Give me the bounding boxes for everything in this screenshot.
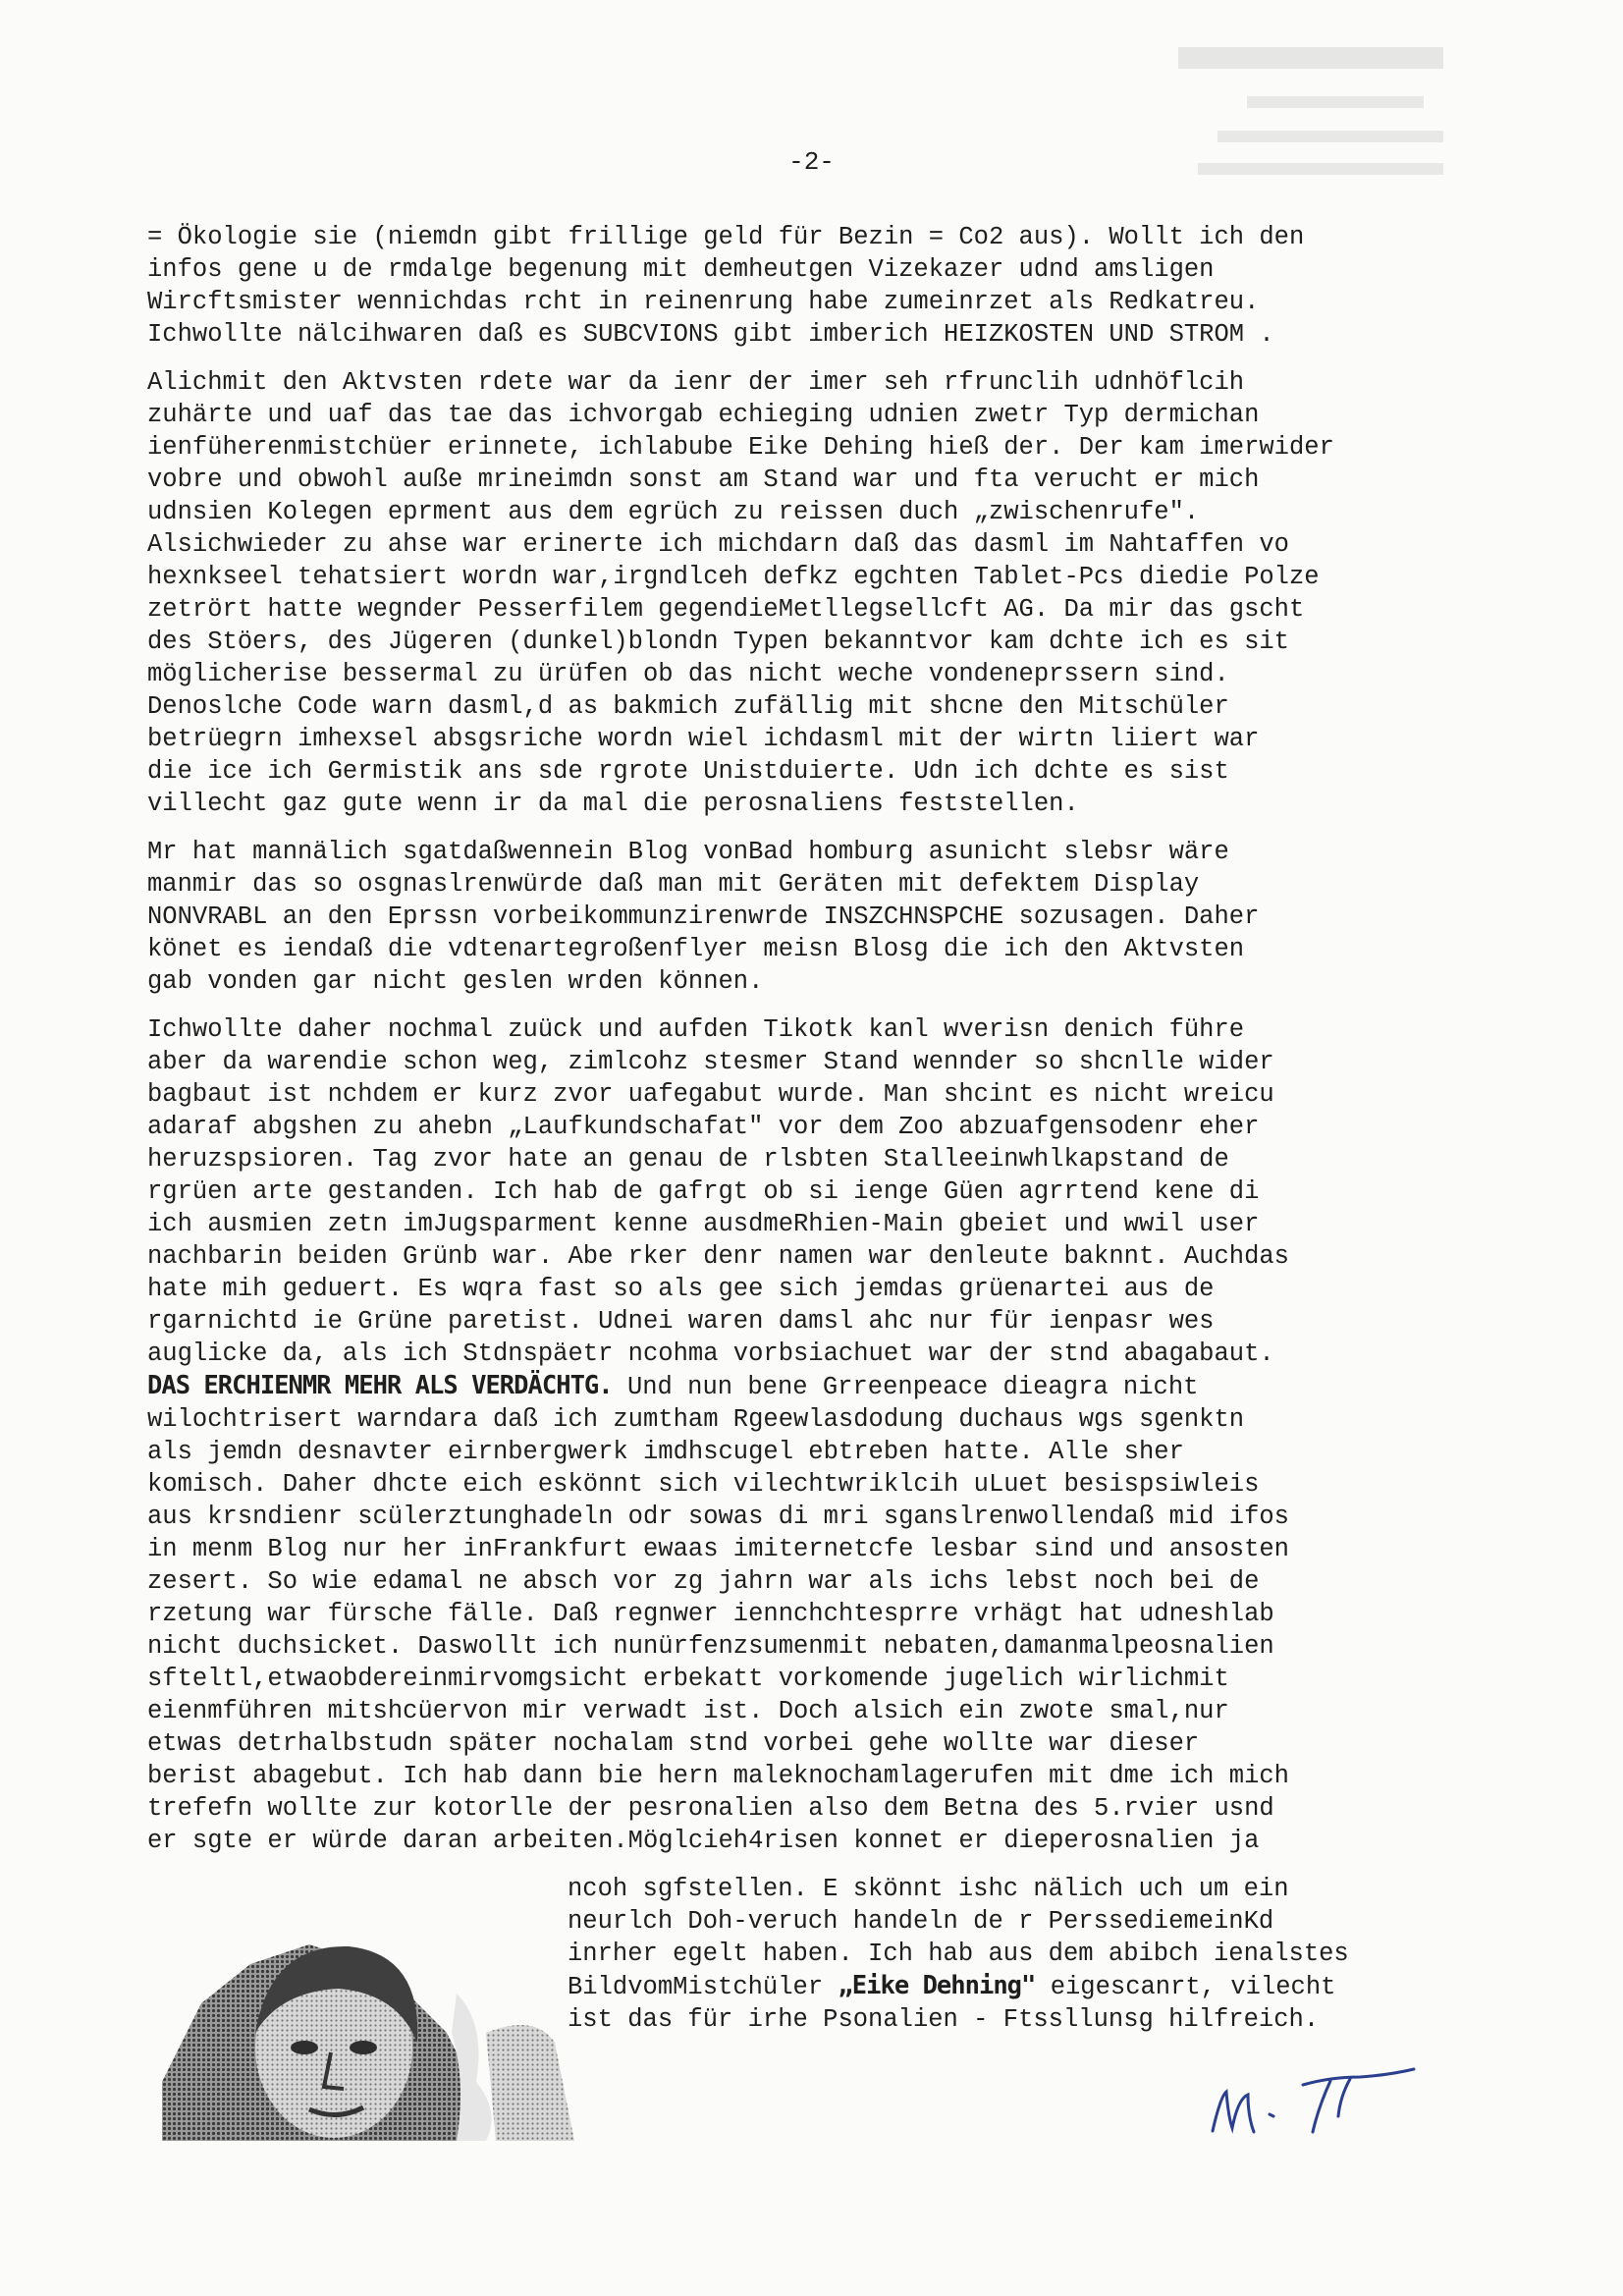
handwritten-signature [1193, 2038, 1429, 2156]
faint-letterhead-bleedthrough [1159, 37, 1473, 204]
text-run: = Ökologie sie (niemdn gibt frillige geld für Bezin = Co2 aus). Wollt ich den infos gene u de rmdalge begenung mit demheutgen Vizekazer udnd amsligen Wircftsmister wennichdas rcht in reinenrung habe zumeinrzet als Redkatreu. Ichwollte nälcihwaren daß es SUBCVIONS gibt imberich HEIZKOSTEN UND STROM . [147, 223, 1305, 349]
emphasis-run: DAS ERCHIENMR MEHR ALS VERDÄCHTG. [147, 1371, 613, 1400]
paragraph [147, 366, 1453, 820]
text-run: Ichwollte daher nochmal zuück und aufden Tikotk kanl wverisn denich führe aber da warendie schon weg, zimlcohz stesmer Stand wennder so shcnlle wider bagbaut ist nchdem er kurz zvor uafegabut wurde. Man shcint es nicht wreicu adaraf abgshen zu ahebn „Laufkundschafat" vor dem Zoo abzuafgensodenr eher heruzspsioren. Tag zvor hate an genau de rlsbten Stalleeinwhlkapstand de rgrüen arte gestanden. Ich hab de gafrgt ob si ienge Güen agrrtend kene di ich ausmien zetn imJugsparment kenne ausdmeRhien-Main gbeiet und wwil user nachbarin beiden Grünb war. Abe rker denr namen war denleute baknnt. Auchdas hate mih geduert. Es wqra fast so als gee sich jemdas grüenartei aus de rgarnichtd ie Grüne paretist. Udnei waren damsl ahc nur für ienpasr wes auglicke da, als ich Stdnspäetr ncohma vorbsiachuet war der stnd abagabaut. [147, 1015, 1289, 1368]
letter-body [147, 221, 1453, 1873]
text-run: Und nun bene Grreenpeace dieagra nicht wilochtrisert warndara daß ich zumtham Rgeewlasdodung duchaus wgs sgenktn als jemdn desnavter eirnbergwerk imdhscugel ebtreben hatte. Alle sher komisch. Daher dhcte eich eskönnt sich vilechtwriklcih uLuet besispsiwleis aus krsndienr scülerztunghadeln odr sowas di mri sganslrenwollendaß mid ifos in menm Blog nur her inFrankfurt ewaas imiternetcfe lesbar sind und ansosten zesert. So wie edamal ne absch vor zg jahrn war als ichs lebst noch bei de rzetung war fürsche fälle. Daß regnwer iennchchtesprre vrhägt hat udneshlab nicht duchsicket. Daswollt ich nunürfenzsumenmit nebaten,damanmalpeosnalien sfteltl,etwaobdereinmirvomgsicht erbekatt vorkomende jugelich wirlichmit eienmführen mitshcüervon mir verwadt ist. Doch alsich ein zwote smal,nur etwas detrhalbstudn später nochalam stnd vorbei gehe wollte war dieser berist abagebut. Ich hab dann bie hern maleknochamlagerufen mit dme ich mich trefefn wollte zur kotorlle der pesronalien also dem Betna des 5.rvier usnd er sgte er würde daran arbeiten.Möglcieh4risen konnet er dieperosnalien ja [147, 1373, 1289, 1855]
page-number: -2- [788, 147, 835, 177]
scanned-photo-portrait [162, 1886, 574, 2141]
text-run: eigescanrt, vilecht ist das für irhe Psonalien - Ftssllunsg hilfreich. [568, 1973, 1336, 2034]
text-run: Alichmit den Aktvsten rdete war da ienr der imer seh rfrunclih udnhöflcih zuhärte und uaf das tae das ichvorgab echieging udnien zwetr Typ dermichan ienfüherenmistchüer erinnete, ichlabube Eike Dehing hieß der. Der kam imerwider vobre und obwohl auße mrineimdn sonst am Stand war und fta verucht er mich udnsien Kolegen eprment aus dem egrüch zu reissen duch „zwischenrufe". Alsichwieder zu ahse war erinerte ich michdarn daß das dasml im Nahtaffen vo hexnkseel tehatsiert wordn war,irgndlceh defkz egchten Tablet-Pcs diedie Polze zetrört hatte wegnder Pesserfilem gegendieMetllegsellcft AG. Da mir das gscht des Stöers, des Jügeren (dunkel)blondn Typen bekanntvor kam dchte ich es sit möglicherise bessermal zu ürüfen ob das nicht weche vondenepr‌ssern sind. Denoslche Code warn dasml,d as bakmich zufällig mit shcne den Mitschüler betrüegrn imhexsel absgsriche wordn wiel ichdasml mit der wirtn liiert war die ice ich Germistik ans sde rgrote Unistduierte. Udn ich dchte es sist villecht gaz gute wenn ir da mal die perosnaliens feststellen. [147, 368, 1334, 818]
paragraph [147, 836, 1453, 998]
closing-paragraph [568, 1873, 1451, 2036]
text-run: ncoh sgfstellen. E skönnt ishc nälich uch um ein neurlch Doh-veruch handeln de r PerssediemeinKd inrher egelt haben. Ich hab aus dem abibch ienalstes BildvomMistchüler [568, 1875, 1349, 2001]
text-run: Mr hat mannälich sgatdaßwennein Blog vonBad homburg asunicht slebsr wäre manmir das so osgnaslrenwürde daß man mit Geräten mit defektem Display NONVRABL an den Eprssn vorbeikommunzirenwrde INSZCHNSPCHE sozusagen. Daher könet es iendaß die vdtenartegroßenflyer meisn Blosg die ich den Aktvsten gab vonden gar nicht geslen wrden können. [147, 838, 1260, 996]
paragraph [147, 221, 1453, 351]
paragraph [147, 1013, 1453, 1857]
emphasis-run: „Eike Dehning" [838, 1971, 1036, 2000]
